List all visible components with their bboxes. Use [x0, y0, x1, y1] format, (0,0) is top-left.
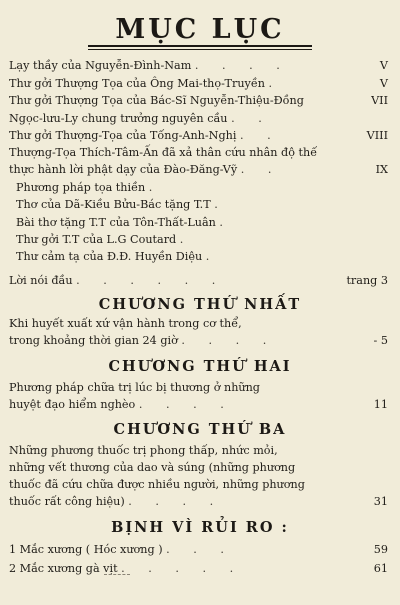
- entry-title: Ngọc-lưu-Ly chung trưởng nguyên cầu: [9, 112, 228, 125]
- leader-dots: .: [205, 250, 220, 263]
- leader-dots: . . . .: [128, 495, 224, 508]
- toc-entry: [16, 248, 388, 265]
- entry-title: thuốc rất công hiệu): [9, 495, 125, 508]
- leader-dots: . .: [231, 112, 272, 125]
- toc-entry: [9, 541, 388, 558]
- entry-title: 1 Mắc xương ( Hóc xương ): [9, 543, 163, 556]
- title-underline: [88, 45, 312, 47]
- entry-title: những vết thương của dao và súng (những phương: [9, 461, 296, 474]
- entry-title: Phương pháp chữa trị lúc bị thương ở những: [9, 381, 260, 394]
- toc-entry: [9, 110, 388, 127]
- chapter-text: [9, 315, 388, 332]
- toc-entry: [16, 196, 388, 213]
- entry-page: [382, 196, 388, 213]
- chapter-text: [9, 379, 388, 396]
- entry-title: Thư gởi Thượng-Tọa của Tống-Anh-Nghị: [9, 129, 237, 142]
- entry-page: V: [379, 77, 388, 90]
- chapter-text: [9, 476, 388, 493]
- toc-entry-preface: [9, 272, 388, 289]
- entry-page: trang 3: [346, 274, 388, 287]
- title-underline-thin: [88, 49, 312, 50]
- entry-title: Bài thơ tặng T.T của Tôn-Thất-Luân: [16, 216, 216, 229]
- entry-title: Khi huyết xuất xứ vận hành trong cơ thể,: [9, 317, 242, 330]
- leader-dots: . .: [240, 163, 282, 176]
- leader-dots: .: [219, 216, 233, 229]
- toc-entry: [9, 92, 388, 109]
- leader-dots: .: [148, 181, 163, 194]
- leader-dots: . . . . . .: [76, 274, 226, 287]
- entry-page: [382, 144, 388, 161]
- leader-dots: . . . .: [138, 398, 234, 411]
- toc-entry: [16, 179, 388, 196]
- entry-title: Thư gởi Thượng Tọa của Bác-Sĩ Nguyễn-Thiệu-Đồng: [9, 94, 304, 107]
- chapter-text: [9, 459, 388, 476]
- entry-page: 59: [373, 543, 388, 556]
- entry-title: Thơ của Dã-Kiều Bửu-Bác tặng T.T: [16, 198, 211, 211]
- toc-entry: [9, 144, 388, 161]
- leader-dots: . . . .: [194, 59, 290, 72]
- toc-entry: [9, 161, 388, 178]
- entry-title: Thư gởi Thượng Tọa của Ông Mai-thọ-Truyền: [9, 77, 265, 90]
- entry-page: [382, 214, 388, 231]
- toc-entry: [9, 493, 388, 510]
- entry-page: [382, 231, 388, 248]
- entry-title: Những phương thuốc trị phong thấp, nhức mỏi,: [9, 444, 278, 457]
- entry-page: IX: [375, 163, 388, 176]
- leader-dots: . . . .: [181, 334, 277, 347]
- entry-page: 61: [373, 562, 388, 575]
- entry-title: Thư cảm tạ của Đ.Đ. Huyền Diệu: [16, 250, 203, 263]
- entry-title: trong khoảng thời gian 24 giờ: [9, 334, 178, 347]
- entry-title: Thư gởi T.T của L.G Coutard: [16, 233, 177, 246]
- chapter-heading: CHƯƠNG THỨ HAI: [108, 358, 292, 375]
- entry-title: Phương pháp tọa thiền: [16, 181, 146, 194]
- leader-dots: .: [268, 77, 283, 90]
- chapter-heading: CHƯƠNG THỨ NHẤT: [98, 296, 302, 313]
- entry-title: Lời nói đầu: [9, 274, 73, 287]
- entry-page: [382, 179, 388, 196]
- toc-entry: [9, 560, 388, 577]
- chapter-heading: BỊNH VÌ RỦI RO :: [111, 519, 289, 536]
- entry-title: huyệt đạo hiểm nghèo: [9, 398, 136, 411]
- leader-dots: .: [179, 233, 194, 246]
- toc-entry: [9, 75, 388, 92]
- toc-entry: [16, 231, 388, 248]
- chapter-text: [9, 442, 388, 459]
- toc-entry: [9, 127, 388, 144]
- toc-entry: [9, 332, 388, 349]
- entry-title: thuốc đã cứu chữa được nhiều người, những phương: [9, 478, 305, 491]
- chapter-heading: CHƯƠNG THỨ BA: [113, 421, 287, 438]
- entry-page: [382, 110, 388, 127]
- leader-dots: .: [214, 198, 228, 211]
- entry-page: 11: [373, 398, 388, 411]
- entry-page: - 5: [373, 334, 388, 347]
- entry-page: 31: [373, 495, 388, 508]
- entry-title: Lạy thầy của Nguyễn-Đình-Nam: [9, 59, 192, 72]
- entry-title: Thượng-Tọa Thích-Tâm-Ấn đã xả thân cứu nhân độ thế: [9, 146, 318, 159]
- ink-mark: [104, 574, 130, 575]
- leader-dots: . . .: [166, 543, 234, 556]
- entry-title: thực hành lời phật dạy của Đào-Đăng-Vỹ: [9, 163, 238, 176]
- entry-page: [382, 248, 388, 265]
- toc-entry: [9, 396, 388, 413]
- toc-entry: [16, 214, 388, 231]
- entry-title: 2 Mắc xương gà vịt: [9, 562, 118, 575]
- page-title: MỤC LỤC: [115, 14, 285, 45]
- toc-entry: [9, 57, 388, 74]
- entry-page: VII: [371, 94, 388, 107]
- leader-dots: . . . . .: [121, 562, 244, 575]
- entry-page: V: [379, 59, 388, 72]
- entry-page: VIII: [366, 129, 388, 142]
- leader-dots: . .: [239, 129, 281, 142]
